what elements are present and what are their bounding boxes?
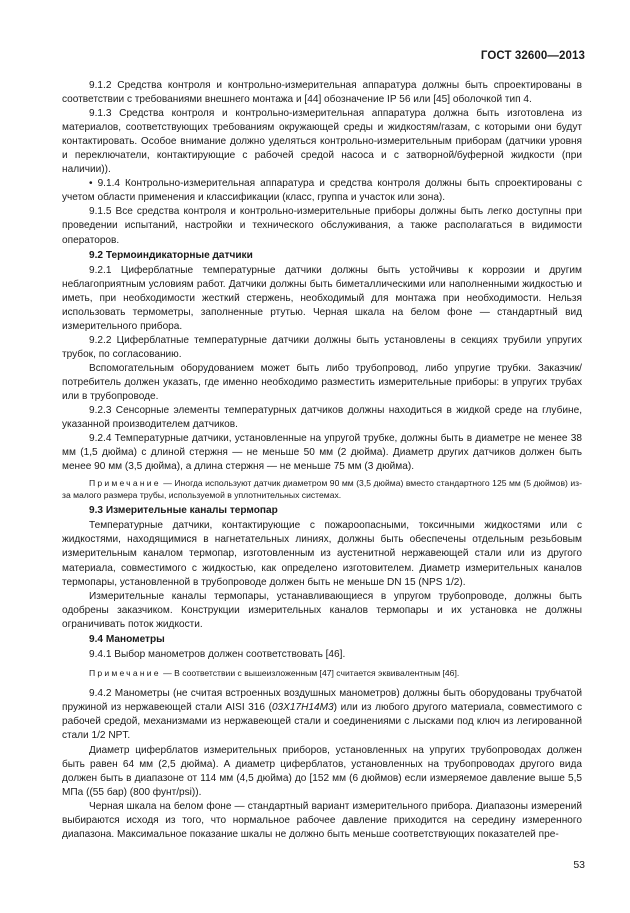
page-number: 53 xyxy=(573,859,585,871)
paragraph-9-2-3: 9.2.3 Сенсорные элементы температурных датчиков должны находиться в жидкой среде на глубине, указанной производителем датчиков. xyxy=(62,405,582,431)
note-text: — В соответствии с вышеизложенным [47] считается эквивалентным [46]. xyxy=(160,667,460,678)
note-9-4-1 xyxy=(62,668,582,680)
section-heading-9-3: 9.3 Измерительные каналы термопар xyxy=(89,505,278,517)
note-label: Примечание xyxy=(89,667,161,678)
paragraph-9-1-3: 9.1.3 Средства контроля и контрольно-измерительная аппаратура должна быть изготовлена из материалов, соответствующих требованиям окружающей среды и жидкостям/газам, с которыми они будут контактировать. Особое внимание должно уделяться контрольно-измерительным приборам (датчики уровня и переключатели, контактирующие с рабочей средой насоса и с затворной/буферной жидкости (при наличии)). xyxy=(62,108,582,176)
section-heading-9-2: 9.2 Термоиндикаторные датчики xyxy=(89,249,253,261)
paragraph-9-2-1: 9.2.1 Циферблатные температурные датчики должны быть устойчивы к коррозии и другим неблагоприятным условиям работ. Датчики должны быть биметаллическими или наполненными жидкостью и иметь, при необходимости жесткий стержень, необходимый для монтажа при необходимости. Нельзя использовать термометры, заполненные ртутью. Черная шкала на белом фоне — стандартный вид измерительного прибора. xyxy=(62,264,582,332)
paragraph-9-4-2-dial: Диаметр циферблатов измерительных приборов, установленных на упругих трубопроводах должен быть равен 64 мм (2,5 дюйма). А диаметр циферблатов, установленных на трубопроводах другого вида должен быть в диапазоне от 114 мм (4,5 дюйма) до [152 мм (6 дюймов) если измеряемое давление выше 5,5 МПа ((55 бар) (800 фунт/psi)). xyxy=(62,744,582,798)
note-label: Примечание xyxy=(89,478,161,489)
note-text: — Иногда используют датчик диаметром 90 мм (3,5 дюйма) вместо стандартного 125 мм (5 дюймов) из-за малого размера трубы, используемой в уплотнительных системах. xyxy=(62,478,582,500)
paragraph-9-4-1: 9.4.1 Выбор манометров должен соответствовать [46]. xyxy=(89,648,346,660)
page-body xyxy=(62,79,582,842)
paragraph-9-4-2-part2: ) или из любого другого материала, совместимого с рабочей средой, механизмами из нержавеющей стали и соединениями с лысками под ключ из легированной стали 1/2 NPT. xyxy=(62,702,583,742)
paragraph-9-2-2-continued: Вспомогательным оборудованием может быть либо трубопровод, либо упругие трубки. Заказчик/потребитель должен указать, где именно необходимо разместить измерительные приборы: в упругих трубах или в трубопроводе. xyxy=(62,362,582,403)
paragraph-9-2-4: 9.2.4 Температурные датчики, установленные на упругой трубке, должны быть в диаметре не менее 38 мм (1,5 дюйма) с длиной стержня — не меньше 50 мм (2 дюйма). Диаметр других датчиков должен быть менее 90 мм (3,5 дюйма), а длина стержня — не меньше 75 мм (3 дюйма). xyxy=(62,433,582,473)
document-header: ГОСТ 32600—2013 xyxy=(480,50,585,62)
steel-grade: 03Х17Н14М3 xyxy=(271,702,334,714)
paragraph-9-3-a: Температурные датчики, контактирующие с пожароопасными, токсичными жидкостями или с жидкостями, находящимися в нагнетательных линиях, должны быть обеспечены отдельным резьбовым измерительным каналом термопар, изготовленным из аустенитной нержавеющей стали или из другого материала, совместимого с жидкостью, как определено изготовителем. Диаметр измерительных каналов термопары, установленной в трубопроводе должен быть не меньше DN 15 (NPS 1/2). xyxy=(62,520,582,588)
section-heading-9-4: 9.4 Манометры xyxy=(89,633,165,645)
paragraph-9-1-5: 9.1.5 Все средства контроля и контрольно-измерительные приборы должны быть легко доступны при проведении испытаний, настройки и технического обслуживания, а также располагаться в видимости операторов. xyxy=(62,206,582,246)
paragraph-9-4-2 xyxy=(62,687,582,743)
paragraph-9-2-2: 9.2.2 Циферблатные температурные датчики должны быть установлены в секциях трубили упругих трубок, по согласованию. xyxy=(62,334,582,360)
note-9-2-4 xyxy=(62,478,582,501)
paragraph-9-4-2-part1: 9.4.2 Манометры (не считая встроенных воздушных манометров) должны быть оборудованы трубчатой пружиной из нержавеющей стали AISI 316 ( xyxy=(62,688,582,714)
paragraph-9-1-2: 9.1.2 Средства контроля и контрольно-измерительная аппаратура должны быть спроектированы в соответствии с требованиями внешнего монтажа и [44] обозначение IP 56 или [45] оболочкой тип 4. xyxy=(62,80,582,106)
paragraph-9-4-2-scale: Черная шкала на белом фоне — стандартный вариант измерительного прибора. Диапазоны измерений выбираются исходя из того, что нормальное рабочее давление приходится на середину измеренного диапазона. Максимальное показание шкалы не должно быть меньше соответствующих показателей пре- xyxy=(62,800,582,840)
paragraph-9-1-4: • 9.1.4 Контрольно-измерительная аппаратура и средства контроля должны быть спроектированы с учетом области применения и классификации (класс, группа и участок или зона). xyxy=(62,178,582,204)
paragraph-9-3-b: Измерительные каналы термопары, устанавливающиеся в упругом трубопроводе, должны быть одобрены заказчиком. Конструкции измерительных каналов термопары и их установка не должны ограничивать поток жидкости. xyxy=(62,590,582,630)
